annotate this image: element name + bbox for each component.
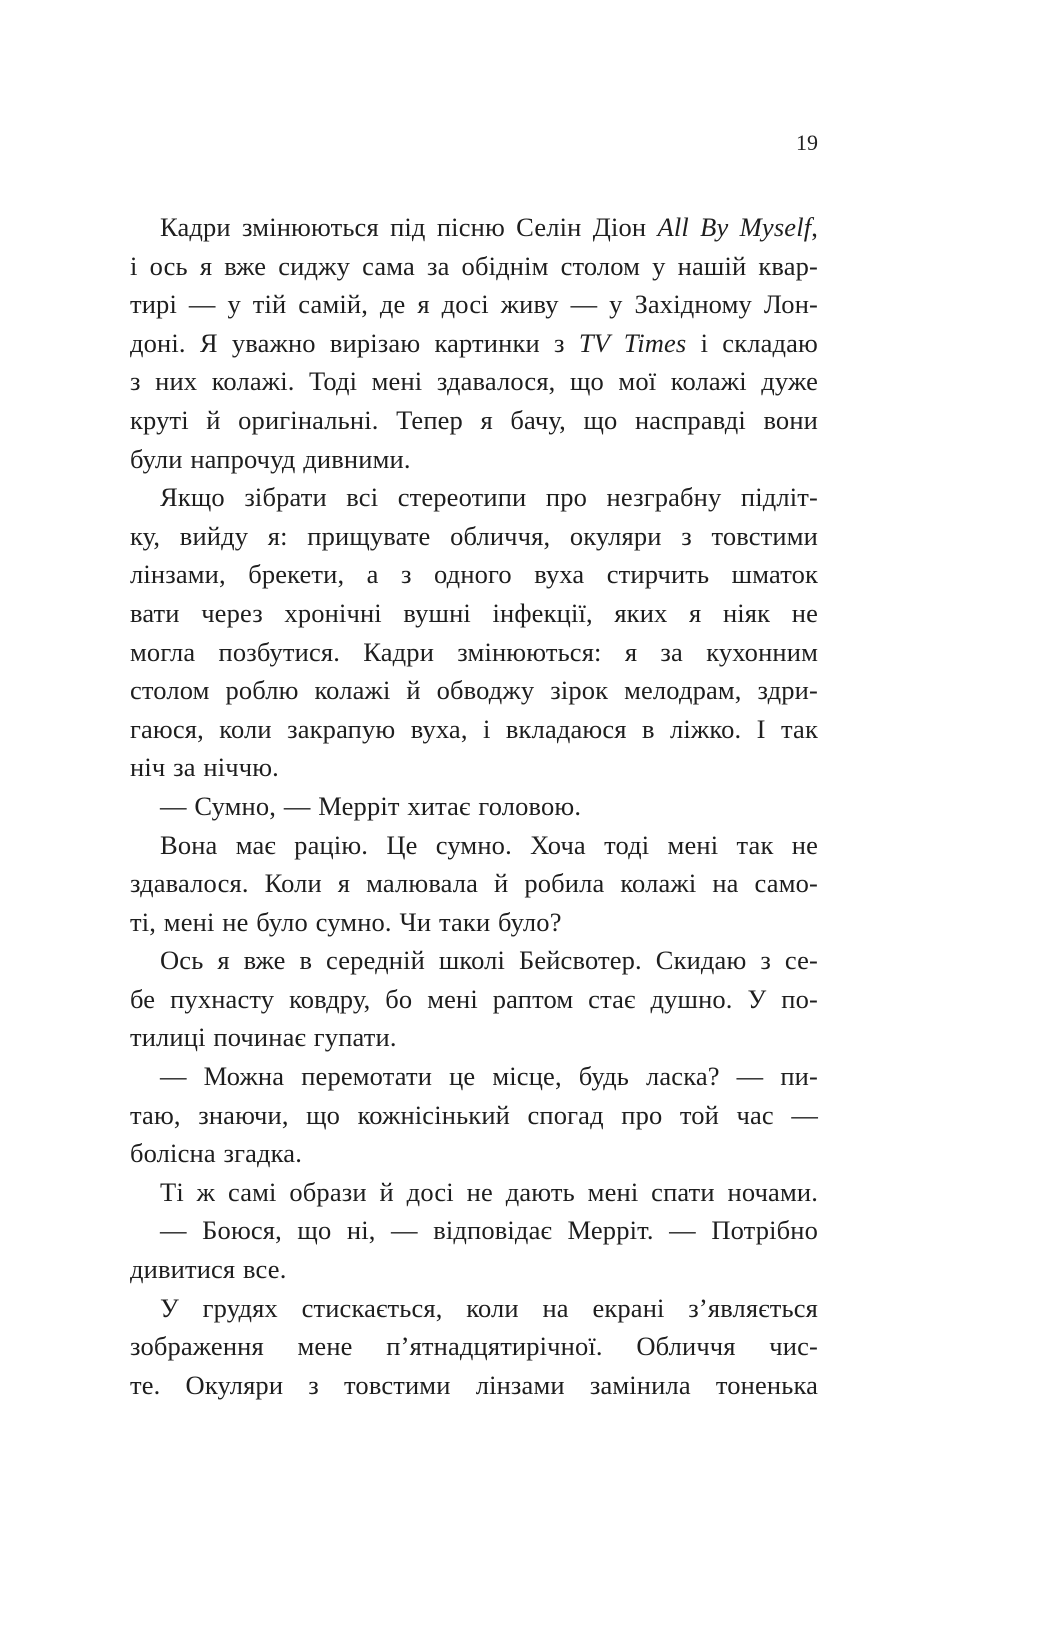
text-run: ніч за ніччю. — [130, 752, 279, 783]
text-run: були напрочуд дивними. — [130, 443, 411, 474]
text-run: здавалося. Коли я малювала й робила колажі на само- — [130, 868, 818, 899]
text-line — [130, 710, 818, 749]
text-run: Якщо зібрати всі стереотипи про незграбну підліт- — [160, 482, 818, 513]
text-run: доні. Я уважно вирізаю картинки з — [130, 327, 579, 358]
body-text — [130, 208, 818, 1404]
text-line — [130, 748, 818, 787]
text-line — [130, 324, 818, 363]
text-line — [130, 1366, 818, 1405]
text-line — [130, 401, 818, 440]
italic-title-text: TV Times — [578, 327, 687, 358]
text-run: могла позбутися. Кадри змінюються: я за кухонним — [130, 636, 818, 667]
text-run: тирі — у тій самій, де я досі живу — у Західному Лон- — [130, 289, 818, 320]
text-run: ті, мені не було сумно. Чи таки було? — [130, 906, 562, 937]
text-line — [130, 1289, 818, 1328]
text-run: з них колажі. Тоді мені здавалося, що мої колажі дуже — [130, 366, 818, 397]
text-line — [130, 478, 818, 517]
text-run: лінзами, брекети, а з одного вуха стирчить шматок — [130, 559, 818, 590]
page-number: 19 — [796, 130, 818, 155]
text-line — [130, 1327, 818, 1366]
text-run: ку, вийду я: прищувате обличчя, окуляри з товстими — [130, 520, 818, 551]
text-line — [130, 594, 818, 633]
text-line — [130, 1134, 818, 1173]
text-run: Ось я вже в середній школі Бейсвотер. Скидаю з се- — [160, 945, 818, 976]
text-line — [130, 826, 818, 865]
text-run: болісна згадка. — [130, 1138, 302, 1169]
text-run: — Можна перемотати це місце, будь ласка? — пи- — [160, 1061, 818, 1092]
text-run: вати через хронічні вушні інфекції, яких я ніяк не — [130, 597, 818, 628]
text-line — [130, 1173, 818, 1212]
text-run: дивитися все. — [130, 1254, 287, 1285]
text-run: круті й оригінальні. Тепер я бачу, що насправді вони — [130, 404, 818, 435]
text-line — [130, 1057, 818, 1096]
text-run: зображення мене п’ятнадцятирічної. Обличчя чис- — [130, 1331, 818, 1362]
text-run: — Боюся, що ні, — відповідає Мерріт. — Потрібно — [160, 1215, 818, 1246]
text-run: і ось я вже сиджу сама за обіднім столом у нашій квар- — [130, 250, 818, 281]
text-line — [130, 208, 818, 247]
text-line — [130, 787, 818, 826]
text-line — [130, 555, 818, 594]
text-run: Вона має рацію. Це сумно. Хоча тоді мені так не — [160, 829, 818, 860]
text-run: Ті ж самі образи й досі не дають мені спати ночами. — [160, 1176, 818, 1207]
text-line — [130, 864, 818, 903]
text-run: те. Окуляри з товстими лінзами замінила тоненька — [130, 1369, 818, 1400]
text-line — [130, 517, 818, 556]
text-line — [130, 1096, 818, 1135]
text-run: гаюся, коли закрапую вуха, і вкладаюся в ліжко. І так — [130, 713, 818, 744]
italic-title-text: All By Myself — [657, 212, 812, 242]
text-line — [130, 1211, 818, 1250]
text-line — [130, 247, 818, 286]
text-run: і складаю — [686, 327, 818, 358]
text-line — [130, 285, 818, 324]
text-line — [130, 903, 818, 942]
text-line — [130, 1018, 818, 1057]
text-run: бе пухнасту ковдру, бо мені раптом стає душно. У по- — [130, 983, 818, 1014]
text-run: — Сумно, — Мерріт хитає головою. — [160, 790, 582, 821]
text-run: таю, знаючи, що кожнісінький спогад про той час — — [130, 1099, 818, 1130]
text-line — [130, 1250, 818, 1289]
text-line — [130, 671, 818, 710]
text-line — [130, 633, 818, 672]
text-line — [130, 941, 818, 980]
text-run: столом роблю колажі й обводжу зірок мелодрам, здри- — [130, 675, 818, 706]
text-run: , — [811, 212, 818, 242]
text-run: Кадри змінюються під пісню Селін Діон — [160, 212, 658, 242]
text-line — [130, 362, 818, 401]
text-line — [130, 440, 818, 479]
text-run: тилиці починає гупати. — [130, 1022, 397, 1053]
text-line — [130, 980, 818, 1019]
text-run: У грудях стискається, коли на екрані з’являється — [160, 1292, 818, 1323]
